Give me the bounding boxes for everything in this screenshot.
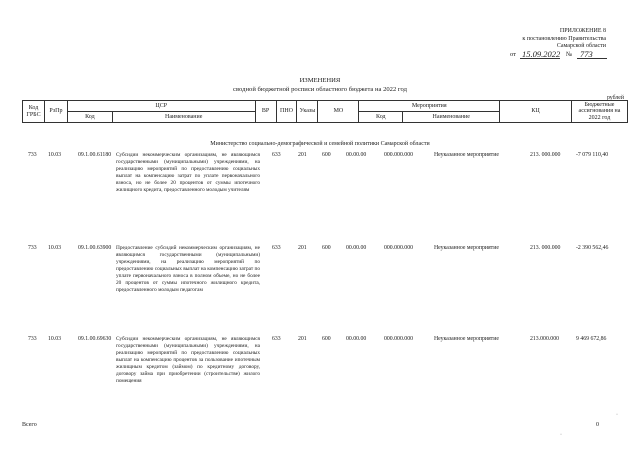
handwritten-date: 15.09.2022 [522, 49, 561, 59]
row-rzpr: 10.03 [48, 336, 62, 342]
row-csr: 09.1.00.69630 [78, 336, 112, 342]
row-ukazy: 600 [322, 336, 331, 342]
total-value: 0 [596, 422, 599, 428]
col-kc: КЦ [500, 101, 572, 123]
document-subtitle: сводной бюджетной росписи областного бюджета на 2022 год [233, 86, 407, 93]
row-kc: 213. 000.000 [530, 152, 561, 158]
row-amount: -2 390 562,46 [576, 245, 609, 251]
handwritten-number: 773 [580, 49, 593, 59]
row-description: Субсидии некоммерческим организациям, не являющимся государственными (муниципальными) учреждениями, на реализацию мероприятий по предоставлению социальных выплат на компенсацию затрат по уплате первоначального взноса, но не более 20 процентов от суммы ипотечного жилищного кредита, предоставленного молодым учителям [116, 152, 260, 193]
col-csr: ЦСР [67, 101, 255, 112]
row-mo: 00.00.00 [346, 245, 367, 251]
row-kc: 213.000.000 [530, 336, 559, 342]
document-title: ИЗМЕНЕНИЯ [299, 77, 341, 84]
appendix-header [522, 28, 606, 51]
row-grbs: 733 [28, 152, 37, 158]
row-kc: 213. 000.000 [530, 245, 561, 251]
col-csr-name: Наименование [112, 112, 255, 123]
row-ukazy: 600 [322, 152, 331, 158]
row-description: Субсидии некоммерческим организациям, не являющимся государственными (муниципальными) учреждениями, на реализацию мероприятий по предоставлению социальных выплат на компенсацию процентов за пользование ипотечным жилищным кредитом (займом) по кредитному договору, договору займа при приобретении (строительстве) жилого помещения [116, 336, 260, 384]
total-label: Всего [22, 422, 37, 428]
row-description: Предоставление субсидий некоммерческим организациям, не являющимся государственными (муниципальными) учреждениями, на реализацию мероприятий по предоставлению социальных выплат на компенсацию затрат по уплате первоначального взноса в полном объеме, но не более 20 процентов от суммы ипотечного жилищного кредита, предоставленного молодым педагогам [116, 245, 260, 293]
units-label: рублей [606, 95, 624, 101]
row-rzpr: 10.03 [48, 152, 62, 158]
row-mer-kod: 000.000.000 [384, 152, 413, 158]
row-vr: 633 [272, 245, 281, 251]
budget-table-header [22, 100, 628, 123]
row-mo: 00.00.00 [346, 152, 367, 158]
appendix-line3: Самарской области [556, 43, 606, 49]
row-vr: 633 [272, 152, 281, 158]
row-grbs: 733 [28, 245, 37, 251]
row-mer-kod: 000.000.000 [384, 245, 413, 251]
row-amount: 9 469 672,86 [576, 336, 607, 342]
col-pno: ПНО [276, 101, 297, 123]
col-rzpr: РзПр [44, 101, 67, 123]
row-mer-name: Неуказанное мероприятие [434, 245, 499, 251]
date-underline [520, 58, 560, 59]
col-mer-name: Наименование [403, 112, 500, 123]
scan-speck: · [560, 432, 562, 438]
row-mer-name: Неуказанное мероприятие [434, 152, 499, 158]
row-csr: 09.1.00.61180 [78, 152, 112, 158]
scan-speck: · [616, 412, 618, 418]
col-mo: МО [318, 101, 359, 123]
row-amount: -7 079 110,40 [576, 152, 609, 158]
col-vr: ВР [255, 101, 276, 123]
row-csr: 09.1.00.63900 [78, 245, 112, 251]
col-ukazy: Указы [297, 101, 318, 123]
col-kod-grbs: Код ГРБС [23, 101, 45, 123]
appendix-title: ПРИЛОЖЕНИЕ 8 [559, 28, 606, 34]
col-csr-kod: Код [67, 112, 112, 123]
number-label: № [566, 51, 573, 58]
appendix-line2: к постановлению Правительства [522, 35, 606, 42]
col-meropriyatiya: Мероприятия [359, 101, 500, 112]
date-label: от [510, 51, 517, 58]
row-mer-name: Неуказанное мероприятие [434, 336, 499, 342]
row-pno: 201 [298, 152, 307, 158]
col-budget: Бюджетные ассигнования на 2022 год [571, 101, 627, 123]
row-vr: 633 [272, 336, 281, 342]
row-rzpr: 10.03 [48, 245, 62, 251]
number-underline [577, 58, 607, 59]
row-pno: 201 [298, 336, 307, 342]
row-mer-kod: 000.000.000 [384, 336, 413, 342]
row-mo: 00.00.00 [346, 336, 367, 342]
ministry-name: Министерство социально-демографической и семейной политики Самарской области [210, 141, 430, 147]
col-mer-kod: Код [359, 112, 403, 123]
row-grbs: 733 [28, 336, 37, 342]
row-pno: 201 [298, 245, 307, 251]
row-ukazy: 600 [322, 245, 331, 251]
